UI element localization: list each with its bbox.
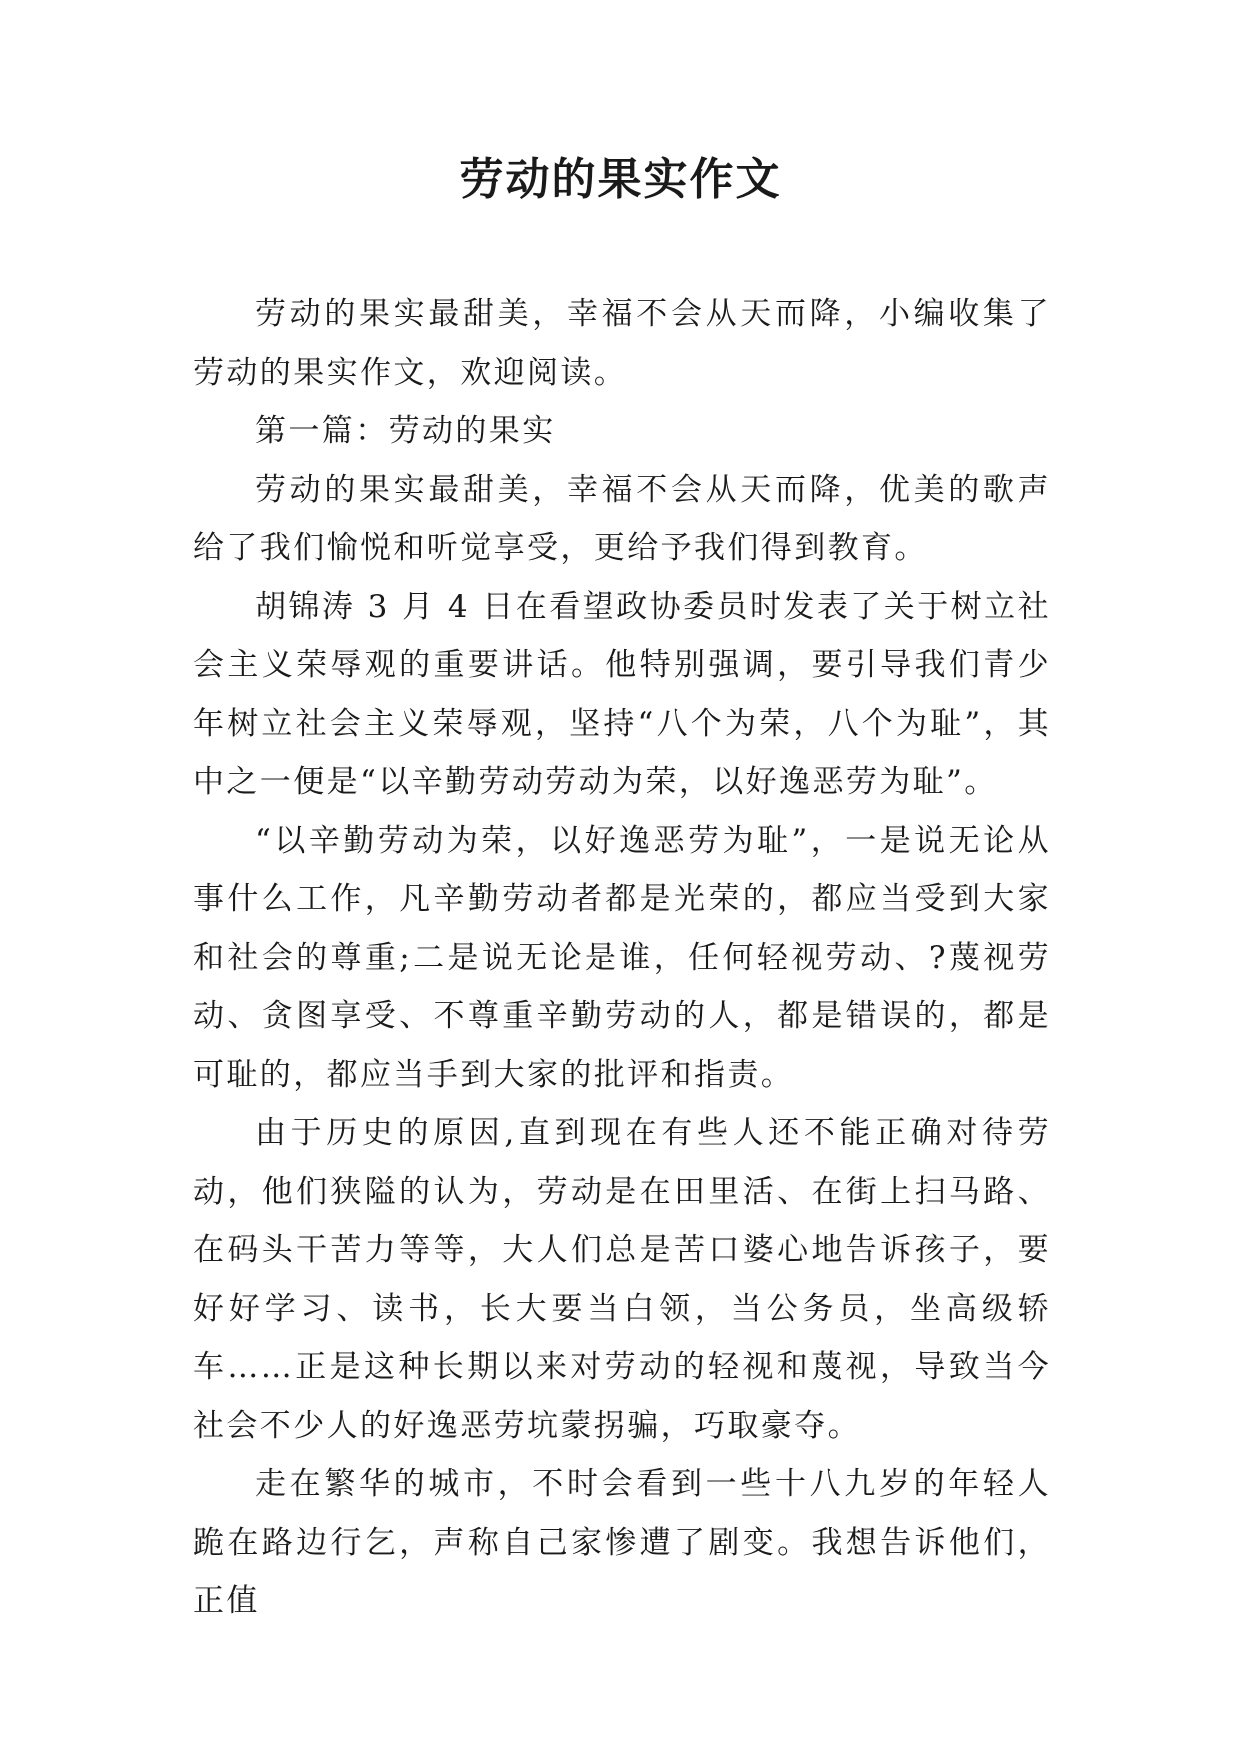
document-body xyxy=(193,285,1051,1631)
body-paragraph: 由于历史的原因,直到现在有些人还不能正确对待劳动，他们狭隘的认为，劳动是在田里活、在街上扫马路、在码头干苦力等等，大人们总是苦口婆心地告诉孩子，要好好学习、读书，长大要当白领，当公务员，坐高级轿车……正是这种长期以来对劳动的轻视和蔑视，导致当今社会不少人的好逸恶劳坑蒙拐骗，巧取豪夺。 xyxy=(193,1115,1051,1444)
document-title: 劳动的果实作文 xyxy=(459,154,782,205)
body-paragraph: “以辛勤劳动为荣，以好逸恶劳为耻”，一是说无论从事什么工作，凡辛勤劳动者都是光荣的，都应当受到大家和社会的尊重;二是说无论是谁，任何轻视劳动、?蔑视劳动、贪图享受、不尊重辛勤劳动的人，都是错误的，都是可耻的，都应当手到大家的批评和指责。 xyxy=(193,822,1051,1093)
body-paragraph: 走在繁华的城市，不时会看到一些十八九岁的年轻人跪在路边行乞，声称自己家惨遭了剧变。我想告诉他们，正值 xyxy=(193,1466,1051,1619)
body-paragraph: 劳动的果实最甜美，幸福不会从天而降，优美的歌声给了我们愉悦和听觉享受，更给予我们得到教育。 xyxy=(193,471,1051,566)
body-paragraph: 胡锦涛 3 月 4 日在看望政协委员时发表了关于树立社会主义荣辱观的重要讲话。他特别强调，要引导我们青少年树立社会主义荣辱观，坚持“八个为荣，八个为耻”，其中之一便是“以辛勤劳动劳动为荣，以好逸恶劳为耻”。 xyxy=(193,588,1051,800)
section-heading: 第一篇：劳动的果实 xyxy=(255,413,556,449)
intro-paragraph: 劳动的果实最甜美，幸福不会从天而降，小编收集了劳动的果实作文，欢迎阅读。 xyxy=(193,296,1051,391)
